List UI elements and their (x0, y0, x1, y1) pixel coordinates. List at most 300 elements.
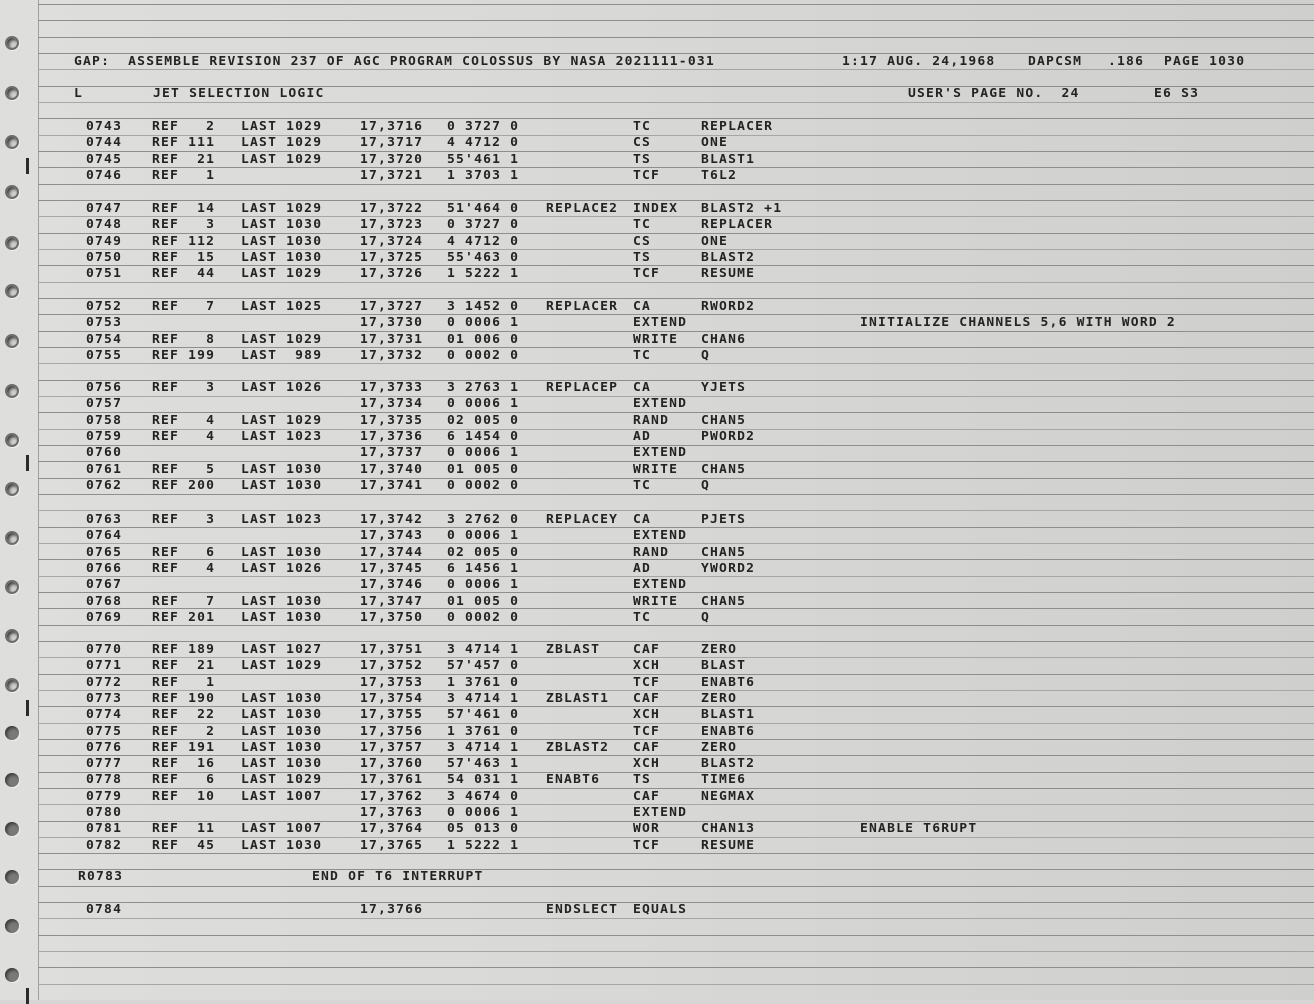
ref-count: REF 3 (152, 512, 216, 527)
line-number: 0768 (86, 593, 123, 609)
ref-count: REF 6 (152, 544, 216, 560)
last-ref: LAST 1023 (241, 429, 323, 444)
octal-word: 3 4714 1 (447, 642, 520, 657)
last-ref: LAST 1027 (241, 642, 323, 657)
octal-word: 55'463 0 (447, 250, 520, 265)
operand: ZERO (701, 691, 738, 706)
operand: PJETS (701, 512, 747, 527)
comment: ENABLE T6RUPT (860, 821, 978, 836)
ref-count: REF 7 (152, 593, 216, 609)
opcode: WRITE (633, 331, 679, 347)
last-ref: LAST 1030 (241, 217, 323, 232)
address: 17,3722 (360, 201, 424, 216)
last-ref: LAST 1030 (241, 478, 323, 493)
ruled-line (38, 69, 1314, 70)
line-number: 0782 (86, 837, 123, 853)
tractor-hole (5, 968, 19, 982)
ruled-line (38, 20, 1314, 21)
line-number: 0773 (86, 691, 123, 706)
ruled-line (38, 429, 1314, 430)
opcode: CA (633, 512, 652, 527)
octal-word: 57'463 1 (447, 756, 520, 771)
line-number: 0743 (86, 119, 123, 134)
line-number: 0760 (86, 445, 123, 460)
last-ref: LAST 1029 (241, 772, 323, 788)
line-number: 0772 (86, 674, 123, 690)
octal-word: 57'457 0 (447, 658, 520, 673)
opcode: CAF (633, 740, 661, 755)
opcode: WRITE (633, 461, 679, 477)
tractor-hole (5, 334, 19, 348)
opcode: EXTEND (633, 315, 688, 330)
last-ref: LAST 1029 (241, 266, 323, 281)
octal-word: 0 0006 1 (447, 577, 520, 592)
ruled-line (38, 755, 1314, 756)
line-number: 0781 (86, 821, 123, 836)
operand: CHAN5 (701, 544, 747, 560)
last-ref: LAST 1029 (241, 151, 323, 167)
ruled-line (38, 641, 1314, 642)
tractor-hole (5, 580, 19, 594)
operand: ONE (701, 135, 729, 150)
ref-count: REF 1 (152, 674, 216, 690)
address: 17,3726 (360, 266, 424, 281)
line-number: 0767 (86, 577, 123, 592)
ruled-line (38, 869, 1314, 870)
address: 17,3760 (360, 756, 424, 771)
last-ref: LAST 1030 (241, 250, 323, 265)
opcode: TS (633, 250, 652, 265)
last-ref: LAST 1030 (241, 610, 323, 625)
octal-word: 3 2763 1 (447, 380, 520, 395)
operand: YWORD2 (701, 561, 756, 576)
address: 17,3723 (360, 217, 424, 232)
address: 17,3724 (360, 233, 424, 249)
last-ref: LAST 1030 (241, 461, 323, 477)
ruled-line (38, 4, 1314, 5)
tractor-hole (5, 482, 19, 496)
opcode: CA (633, 299, 652, 314)
ruled-line (38, 657, 1314, 658)
octal-word: 01 005 0 (447, 593, 520, 609)
opcode: TC (633, 348, 652, 363)
opcode: INDEX (633, 201, 679, 216)
perforation-tick (26, 988, 29, 1004)
ref-count: REF 45 (152, 837, 216, 853)
line-number: 0757 (86, 396, 123, 411)
last-ref: LAST 1026 (241, 380, 323, 395)
operand: REPLACER (701, 119, 774, 134)
octal-word: 0 0006 1 (447, 805, 520, 820)
ref-count: REF 4 (152, 412, 216, 428)
ruled-line (38, 739, 1314, 740)
remark-line-number: R0783 (78, 869, 124, 884)
octal-word: 0 0002 0 (447, 348, 520, 363)
header-code: E6 S3 (1154, 86, 1200, 101)
operand: REPLACER (701, 217, 774, 232)
opcode: RAND (633, 412, 670, 428)
opcode: CS (633, 135, 652, 150)
remark-text: END OF T6 INTERRUPT (312, 869, 484, 884)
ruled-line (38, 265, 1314, 266)
opcode: TCF (633, 723, 661, 739)
address: 17,3743 (360, 528, 424, 543)
octal-word: 0 0006 1 (447, 315, 520, 330)
octal-word: 57'461 0 (447, 707, 520, 722)
operand: YJETS (701, 380, 747, 395)
line-number: 0756 (86, 380, 123, 395)
last-ref: LAST 1029 (241, 331, 323, 347)
octal-word: 02 005 0 (447, 544, 520, 560)
opcode: EXTEND (633, 805, 688, 820)
address: 17,3734 (360, 396, 424, 411)
address: 17,3763 (360, 805, 424, 820)
address: 17,3735 (360, 412, 424, 428)
opcode: TS (633, 772, 652, 788)
address: 17,3737 (360, 445, 424, 460)
octal-word: 3 4714 1 (447, 740, 520, 755)
line-number: 0778 (86, 772, 123, 788)
address: 17,3752 (360, 658, 424, 673)
label: ZBLAST1 (546, 691, 610, 706)
ruled-line (38, 706, 1314, 707)
octal-word: 0 0006 1 (447, 445, 520, 460)
opcode: TCF (633, 837, 661, 853)
operand: RWORD2 (701, 299, 756, 314)
line-number: 0777 (86, 756, 123, 771)
label: REPLACEP (546, 380, 619, 395)
ruled-line (38, 282, 1314, 283)
tractor-hole (5, 629, 19, 643)
opcode: TC (633, 478, 652, 493)
operand: BLAST2 (701, 250, 756, 265)
octal-word: 6 1454 0 (447, 429, 520, 444)
section-title: JET SELECTION LOGIC (153, 86, 325, 101)
ruled-line (38, 363, 1314, 364)
octal-word: 3 2762 0 (447, 512, 520, 527)
ref-count: REF 11 (152, 821, 216, 836)
address: 17,3745 (360, 561, 424, 576)
ruled-line (38, 559, 1314, 560)
ruled-line (38, 918, 1314, 919)
last-ref: LAST 989 (241, 348, 323, 363)
ruled-line (38, 690, 1314, 691)
opcode: TC (633, 610, 652, 625)
last-ref: LAST 1030 (241, 593, 323, 609)
last-ref: LAST 1029 (241, 135, 323, 150)
ruled-line (38, 347, 1314, 348)
ref-count: REF 3 (152, 217, 216, 232)
ruled-line (38, 216, 1314, 217)
octal-word: 02 005 0 (447, 412, 520, 428)
line-number: 0766 (86, 561, 123, 576)
address: 17,3746 (360, 577, 424, 592)
address: 17,3721 (360, 168, 424, 183)
octal-word: 0 0002 0 (447, 478, 520, 493)
ref-count: REF 10 (152, 789, 216, 804)
operand: T6L2 (701, 168, 738, 183)
line-number: 0747 (86, 201, 123, 216)
ref-count: REF 16 (152, 756, 216, 771)
tractor-hole (5, 86, 19, 100)
perforation-tick (26, 700, 29, 716)
last-ref: LAST 1007 (241, 789, 323, 804)
address: 17,3740 (360, 461, 424, 477)
octal-word: 4 4712 0 (447, 233, 520, 249)
opcode: CAF (633, 789, 661, 804)
line-number: 0776 (86, 740, 123, 755)
operand: ONE (701, 233, 729, 249)
ruled-line (38, 788, 1314, 789)
ref-count: REF 6 (152, 772, 216, 788)
last-ref: LAST 1030 (241, 544, 323, 560)
ref-count: REF 15 (152, 250, 216, 265)
last-ref: LAST 1030 (241, 756, 323, 771)
ref-count: REF 44 (152, 266, 216, 281)
address: 17,3717 (360, 135, 424, 150)
label: REPLACE2 (546, 201, 619, 216)
octal-word: 3 4674 0 (447, 789, 520, 804)
label: REPLACEY (546, 512, 619, 527)
address: 17,3750 (360, 610, 424, 625)
last-ref: LAST 1026 (241, 561, 323, 576)
ruled-line (38, 412, 1314, 413)
ruled-line (38, 510, 1314, 511)
ruled-line (38, 118, 1314, 119)
line-number: 0755 (86, 348, 123, 363)
line-number: 0750 (86, 250, 123, 265)
line-number: 0771 (86, 658, 123, 673)
operand: CHAN5 (701, 461, 747, 477)
opcode: TCF (633, 168, 661, 183)
ruled-line (38, 249, 1314, 250)
last-ref: LAST 1029 (241, 658, 323, 673)
octal-word: 3 1452 0 (447, 299, 520, 314)
octal-word: 6 1456 1 (447, 561, 520, 576)
address: 17,3720 (360, 151, 424, 167)
address: 17,3732 (360, 348, 424, 363)
ruled-line (38, 135, 1314, 136)
operand: PWORD2 (701, 429, 756, 444)
operand: NEGMAX (701, 789, 756, 804)
tractor-hole (5, 185, 19, 199)
line-number: 0780 (86, 805, 123, 820)
address: 17,3742 (360, 512, 424, 527)
ruled-line (38, 478, 1314, 479)
operand: RESUME (701, 837, 756, 853)
line-number: 0775 (86, 723, 123, 739)
line-number: 0744 (86, 135, 123, 150)
last-ref: LAST 1030 (241, 707, 323, 722)
address: 17,3765 (360, 837, 424, 853)
ruled-line (38, 380, 1314, 381)
operand: BLAST (701, 658, 747, 673)
operand: ENABT6 (701, 723, 756, 739)
address: 17,3762 (360, 789, 424, 804)
label: ZBLAST2 (546, 740, 610, 755)
last-ref: LAST 1029 (241, 119, 323, 134)
opcode: WOR (633, 821, 661, 836)
final-label: ENDSLECT (546, 902, 619, 917)
header-line: GAP: ASSEMBLE REVISION 237 OF AGC PROGRAM COLOSSUS BY NASA 2021111-031 (74, 54, 715, 69)
opcode: TC (633, 217, 652, 232)
ref-count: REF 3 (152, 380, 216, 395)
ref-count: REF 189 (152, 642, 216, 657)
ruled-line (38, 723, 1314, 724)
operand: ZERO (701, 740, 738, 755)
tractor-hole (5, 135, 19, 149)
ruled-line (38, 967, 1314, 968)
operand: BLAST1 (701, 151, 756, 167)
ref-count: REF 2 (152, 119, 216, 134)
opcode: WRITE (633, 593, 679, 609)
opcode: XCH (633, 707, 661, 722)
tractor-hole (5, 822, 19, 836)
ruled-line (38, 102, 1314, 103)
label: ENABT6 (546, 772, 601, 788)
opcode: EXTEND (633, 577, 688, 592)
opcode: TCF (633, 266, 661, 281)
address: 17,3733 (360, 380, 424, 395)
address: 17,3755 (360, 707, 424, 722)
opcode: RAND (633, 544, 670, 560)
octal-word: 01 005 0 (447, 461, 520, 477)
tractor-hole (5, 919, 19, 933)
operand: Q (701, 478, 711, 493)
opcode: TCF (633, 674, 661, 690)
opcode: CAF (633, 642, 661, 657)
operand: Q (701, 610, 711, 625)
line-number: 0752 (86, 299, 123, 314)
octal-word: 51'464 0 (447, 201, 520, 216)
last-ref: LAST 1029 (241, 412, 323, 428)
ruled-line (38, 853, 1314, 854)
address: 17,3725 (360, 250, 424, 265)
octal-word: 3 4714 1 (447, 691, 520, 706)
line-number: 0751 (86, 266, 123, 281)
comment: INITIALIZE CHANNELS 5,6 WITH WORD 2 (860, 315, 1176, 330)
final-line-number: 0784 (86, 902, 123, 917)
last-ref: LAST 1029 (241, 201, 323, 216)
ruled-line (38, 543, 1314, 544)
octal-word: 1 3703 1 (447, 168, 520, 183)
last-ref: LAST 1025 (241, 299, 323, 314)
header-timestamp: 1:17 AUG. 24,1968 (842, 54, 996, 69)
address: 17,3753 (360, 674, 424, 690)
ref-count: REF 8 (152, 331, 216, 347)
ref-count: REF 4 (152, 429, 216, 444)
octal-word: 1 5222 1 (447, 266, 520, 281)
header-marker: L (74, 86, 84, 101)
line-number: 0749 (86, 233, 123, 249)
operand: ENABT6 (701, 674, 756, 690)
opcode: TC (633, 119, 652, 134)
label: ZBLAST (546, 642, 601, 657)
operand: RESUME (701, 266, 756, 281)
perforation-tick (26, 158, 29, 174)
ruled-line (38, 625, 1314, 626)
line-number: 0754 (86, 331, 123, 347)
operand: BLAST2 (701, 756, 756, 771)
octal-word: 0 3727 0 (447, 119, 520, 134)
line-number: 0763 (86, 512, 123, 527)
ruled-line (38, 886, 1314, 887)
address: 17,3736 (360, 429, 424, 444)
line-number: 0758 (86, 412, 123, 428)
users-page-number: USER'S PAGE NO. 24 (908, 86, 1080, 101)
line-number: 0774 (86, 707, 123, 722)
opcode: TS (633, 151, 652, 167)
address: 17,3716 (360, 119, 424, 134)
tractor-hole (5, 773, 19, 787)
ref-count: REF 21 (152, 151, 216, 167)
ref-count: REF 21 (152, 658, 216, 673)
ruled-line (38, 935, 1314, 936)
line-number: 0770 (86, 642, 123, 657)
operand: CHAN13 (701, 821, 756, 836)
ruled-line (38, 37, 1314, 38)
ruled-line (38, 298, 1314, 299)
opcode: AD (633, 561, 652, 576)
last-ref: LAST 1030 (241, 691, 323, 706)
address: 17,3741 (360, 478, 424, 493)
ruled-line (38, 592, 1314, 593)
address: 17,3761 (360, 772, 424, 788)
address: 17,3731 (360, 331, 424, 347)
ruled-line (38, 951, 1314, 952)
octal-word: 1 3761 0 (447, 674, 520, 690)
ref-count: REF 190 (152, 691, 216, 706)
opcode: CS (633, 233, 652, 249)
ruled-line (38, 821, 1314, 822)
address: 17,3751 (360, 642, 424, 657)
margin-line (38, 0, 39, 1000)
header-job: DAPCSM (1028, 54, 1083, 69)
ruled-line (38, 772, 1314, 773)
last-ref: LAST 1030 (241, 723, 323, 739)
operand: ZERO (701, 642, 738, 657)
operand: TIME6 (701, 772, 747, 788)
last-ref: LAST 1030 (241, 740, 323, 755)
last-ref: LAST 1007 (241, 821, 323, 836)
line-number: 0759 (86, 429, 123, 444)
ref-count: REF 201 (152, 610, 216, 625)
opcode: CAF (633, 691, 661, 706)
octal-word: 4 4712 0 (447, 135, 520, 150)
line-number: 0753 (86, 315, 123, 330)
tractor-hole (5, 678, 19, 692)
opcode: XCH (633, 658, 661, 673)
opcode: EXTEND (633, 445, 688, 460)
ref-count: REF 111 (152, 135, 216, 150)
ruled-line (38, 184, 1314, 185)
octal-word: 0 0006 1 (447, 396, 520, 411)
last-ref: LAST 1030 (241, 837, 323, 853)
ref-count: REF 1 (152, 168, 216, 183)
address: 17,3756 (360, 723, 424, 739)
octal-word: 54 031 1 (447, 772, 520, 788)
line-number: 0764 (86, 528, 123, 543)
tractor-hole (5, 433, 19, 447)
operand: BLAST2 +1 (701, 201, 783, 216)
opcode: CA (633, 380, 652, 395)
tractor-hole (5, 726, 19, 740)
address: 17,3727 (360, 299, 424, 314)
operand: BLAST1 (701, 707, 756, 722)
address: 17,3730 (360, 315, 424, 330)
octal-word: 1 5222 1 (447, 837, 520, 853)
octal-word: 0 3727 0 (447, 217, 520, 232)
